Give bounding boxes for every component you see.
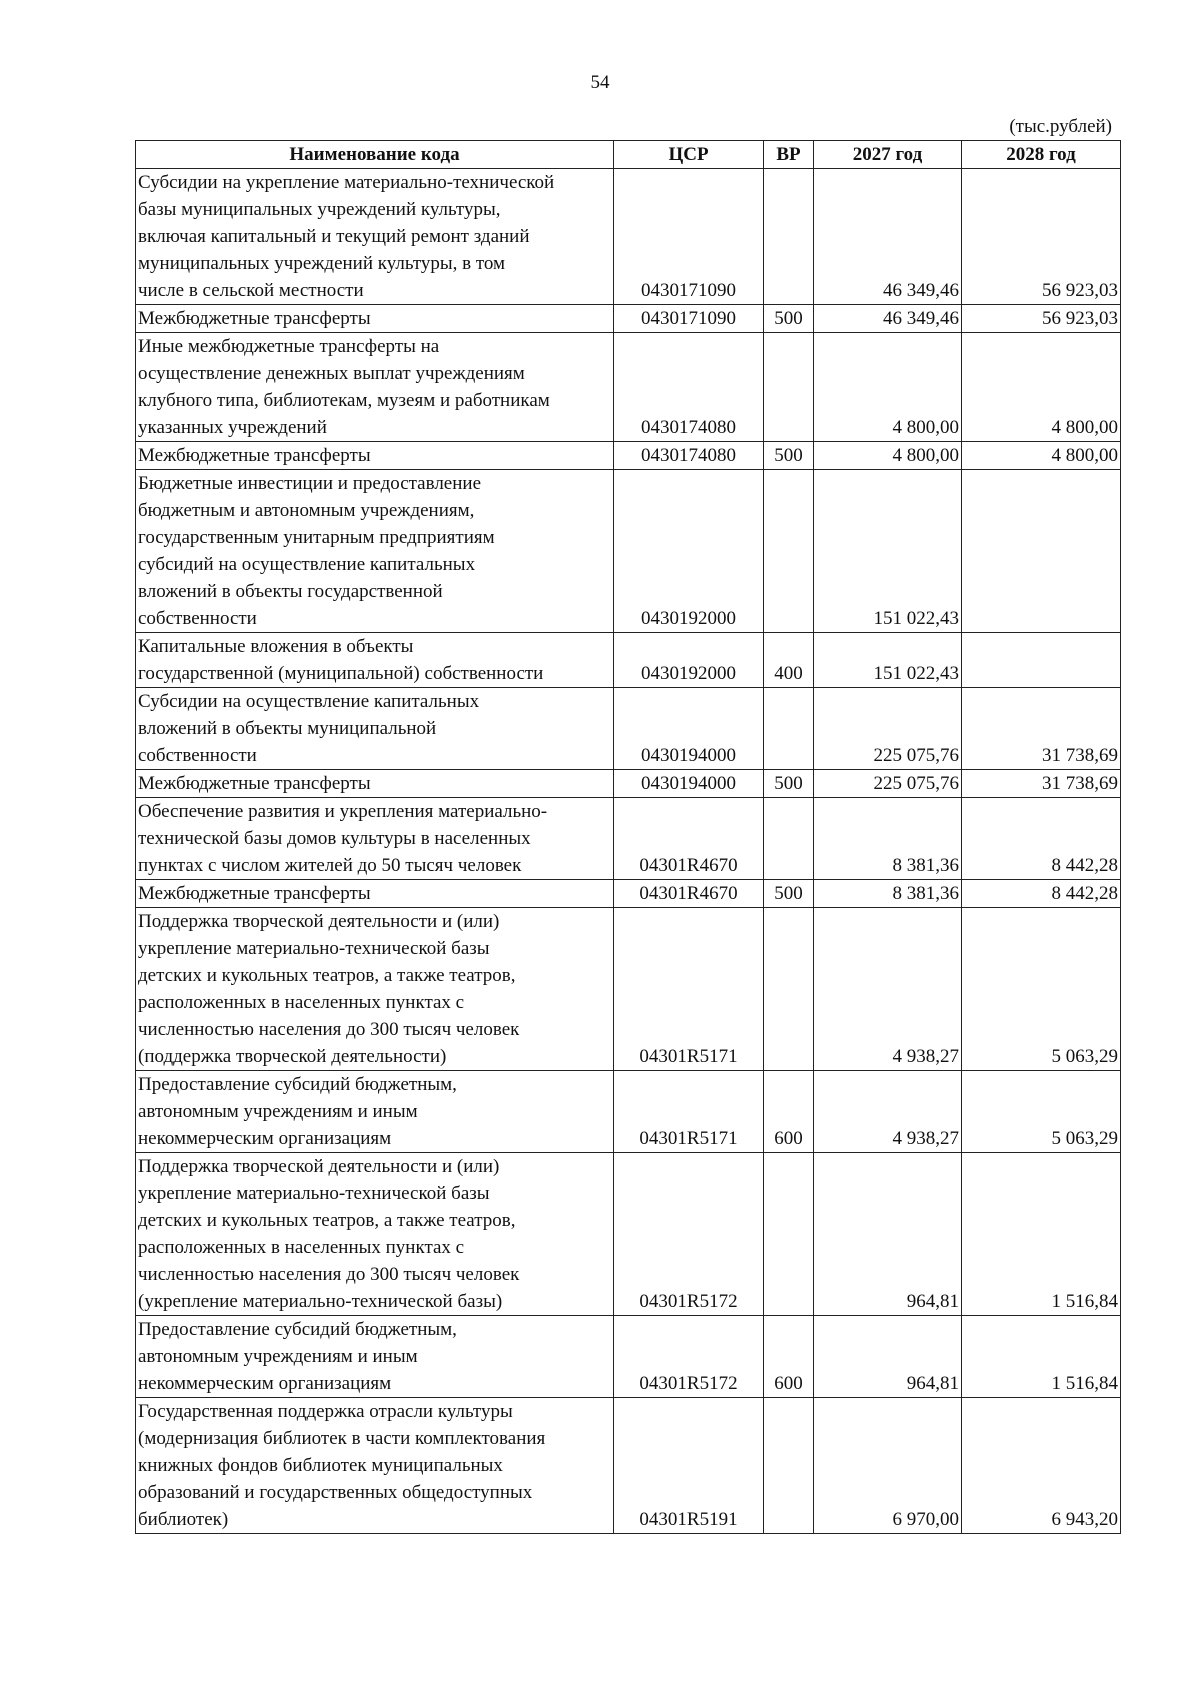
cell-name: Предоставление субсидий бюджетным, автономным учреждениям и иным некоммерческим организациям bbox=[136, 1071, 614, 1153]
cell-csr: 0430171090 bbox=[614, 169, 764, 305]
table-row bbox=[136, 908, 1121, 1071]
cell-2028: 56 923,03 bbox=[962, 305, 1121, 333]
cell-csr: 04301R5172 bbox=[614, 1316, 764, 1398]
table-row bbox=[136, 1153, 1121, 1316]
table-row bbox=[136, 169, 1121, 305]
table-row bbox=[136, 333, 1121, 442]
cell-2027: 4 938,27 bbox=[814, 1071, 962, 1153]
cell-2028: 8 442,28 bbox=[962, 880, 1121, 908]
cell-name: Поддержка творческой деятельности и (или) укрепление материально-технической базы детских и кукольных театров, а также театров, расположенных в населенных пунктах с численностью населения до 300 тысяч человек (укрепление материально-технической базы) bbox=[136, 1153, 614, 1316]
cell-2027: 151 022,43 bbox=[814, 633, 962, 688]
cell-vr bbox=[764, 333, 814, 442]
cell-2027: 46 349,46 bbox=[814, 305, 962, 333]
cell-vr bbox=[764, 1398, 814, 1534]
cell-name: Предоставление субсидий бюджетным, автономным учреждениям и иным некоммерческим организациям bbox=[136, 1316, 614, 1398]
cell-csr: 04301R5191 bbox=[614, 1398, 764, 1534]
table-body bbox=[136, 169, 1121, 1534]
cell-2028: 56 923,03 bbox=[962, 169, 1121, 305]
cell-vr: 600 bbox=[764, 1071, 814, 1153]
cell-csr: 0430174080 bbox=[614, 442, 764, 470]
cell-vr bbox=[764, 169, 814, 305]
cell-2027: 151 022,43 bbox=[814, 470, 962, 633]
header-year-2027: 2027 год bbox=[814, 141, 962, 169]
header-csr: ЦСР bbox=[614, 141, 764, 169]
cell-vr: 400 bbox=[764, 633, 814, 688]
header-vr: ВР bbox=[764, 141, 814, 169]
cell-vr bbox=[764, 798, 814, 880]
cell-2027: 964,81 bbox=[814, 1316, 962, 1398]
cell-2028: 4 800,00 bbox=[962, 442, 1121, 470]
header-row bbox=[136, 141, 1121, 169]
cell-2027: 4 800,00 bbox=[814, 333, 962, 442]
cell-2027: 225 075,76 bbox=[814, 688, 962, 770]
cell-2028: 31 738,69 bbox=[962, 770, 1121, 798]
cell-name: Капитальные вложения в объекты государственной (муниципальной) собственности bbox=[136, 633, 614, 688]
cell-csr: 0430192000 bbox=[614, 633, 764, 688]
table-row bbox=[136, 1071, 1121, 1153]
cell-name: Межбюджетные трансферты bbox=[136, 880, 614, 908]
cell-2028 bbox=[962, 633, 1121, 688]
budget-table bbox=[135, 140, 1121, 1534]
cell-csr: 0430194000 bbox=[614, 770, 764, 798]
cell-2028: 1 516,84 bbox=[962, 1153, 1121, 1316]
cell-csr: 04301R5171 bbox=[614, 1071, 764, 1153]
cell-vr: 500 bbox=[764, 880, 814, 908]
cell-2027: 46 349,46 bbox=[814, 169, 962, 305]
table-row bbox=[136, 798, 1121, 880]
table-row bbox=[136, 770, 1121, 798]
header-year-2028: 2028 год bbox=[962, 141, 1121, 169]
cell-csr: 04301R5172 bbox=[614, 1153, 764, 1316]
header-name: Наименование кода bbox=[136, 141, 614, 169]
table-row bbox=[136, 633, 1121, 688]
table-row bbox=[136, 688, 1121, 770]
cell-vr: 500 bbox=[764, 770, 814, 798]
table-row bbox=[136, 1316, 1121, 1398]
cell-name: Государственная поддержка отрасли культуры (модернизация библиотек в части комплектования книжных фондов библиотек муниципальных образований и государственных общедоступных библиотек) bbox=[136, 1398, 614, 1534]
cell-2028: 1 516,84 bbox=[962, 1316, 1121, 1398]
cell-name: Субсидии на осуществление капитальных вложений в объекты муниципальной собственности bbox=[136, 688, 614, 770]
cell-name: Поддержка творческой деятельности и (или) укрепление материально-технической базы детских и кукольных театров, а также театров, расположенных в населенных пунктах с численностью населения до 300 тысяч человек (поддержка творческой деятельности) bbox=[136, 908, 614, 1071]
cell-vr: 600 bbox=[764, 1316, 814, 1398]
cell-name: Межбюджетные трансферты bbox=[136, 305, 614, 333]
cell-2028: 8 442,28 bbox=[962, 798, 1121, 880]
cell-vr bbox=[764, 470, 814, 633]
cell-csr: 04301R4670 bbox=[614, 798, 764, 880]
cell-name: Бюджетные инвестиции и предоставление бюджетным и автономным учреждениям, государственным унитарным предприятиям субсидий на осуществление капитальных вложений в объекты государственной собственности bbox=[136, 470, 614, 633]
cell-2027: 8 381,36 bbox=[814, 880, 962, 908]
table-row bbox=[136, 470, 1121, 633]
cell-vr bbox=[764, 688, 814, 770]
cell-2027: 225 075,76 bbox=[814, 770, 962, 798]
cell-csr: 0430174080 bbox=[614, 333, 764, 442]
cell-name: Субсидии на укрепление материально-технической базы муниципальных учреждений культуры, включая капитальный и текущий ремонт зданий муниципальных учреждений культуры, в том числе в сельской местности bbox=[136, 169, 614, 305]
cell-csr: 0430194000 bbox=[614, 688, 764, 770]
cell-2027: 8 381,36 bbox=[814, 798, 962, 880]
cell-name: Обеспечение развития и укрепления материально- технической базы домов культуры в населенных пунктах с числом жителей до 50 тысяч человек bbox=[136, 798, 614, 880]
cell-2027: 964,81 bbox=[814, 1153, 962, 1316]
cell-vr bbox=[764, 908, 814, 1071]
table-row bbox=[136, 880, 1121, 908]
cell-name: Межбюджетные трансферты bbox=[136, 770, 614, 798]
cell-2028: 6 943,20 bbox=[962, 1398, 1121, 1534]
cell-vr: 500 bbox=[764, 305, 814, 333]
table-row bbox=[136, 1398, 1121, 1534]
page-number: 54 bbox=[590, 72, 610, 93]
table-row bbox=[136, 442, 1121, 470]
units-label: (тыс.рублей) bbox=[1009, 116, 1112, 137]
cell-csr: 0430171090 bbox=[614, 305, 764, 333]
cell-name: Иные межбюджетные трансферты на осуществление денежных выплат учреждениям клубного типа, библиотекам, музеям и работникам указанных учреждений bbox=[136, 333, 614, 442]
cell-2028 bbox=[962, 470, 1121, 633]
cell-vr: 500 bbox=[764, 442, 814, 470]
cell-2028: 5 063,29 bbox=[962, 1071, 1121, 1153]
cell-name: Межбюджетные трансферты bbox=[136, 442, 614, 470]
cell-csr: 04301R4670 bbox=[614, 880, 764, 908]
table-row bbox=[136, 305, 1121, 333]
cell-2027: 4 938,27 bbox=[814, 908, 962, 1071]
cell-2027: 4 800,00 bbox=[814, 442, 962, 470]
cell-2028: 4 800,00 bbox=[962, 333, 1121, 442]
cell-csr: 0430192000 bbox=[614, 470, 764, 633]
cell-csr: 04301R5171 bbox=[614, 908, 764, 1071]
cell-vr bbox=[764, 1153, 814, 1316]
cell-2027: 6 970,00 bbox=[814, 1398, 962, 1534]
table-header bbox=[136, 141, 1121, 169]
cell-2028: 31 738,69 bbox=[962, 688, 1121, 770]
cell-2028: 5 063,29 bbox=[962, 908, 1121, 1071]
